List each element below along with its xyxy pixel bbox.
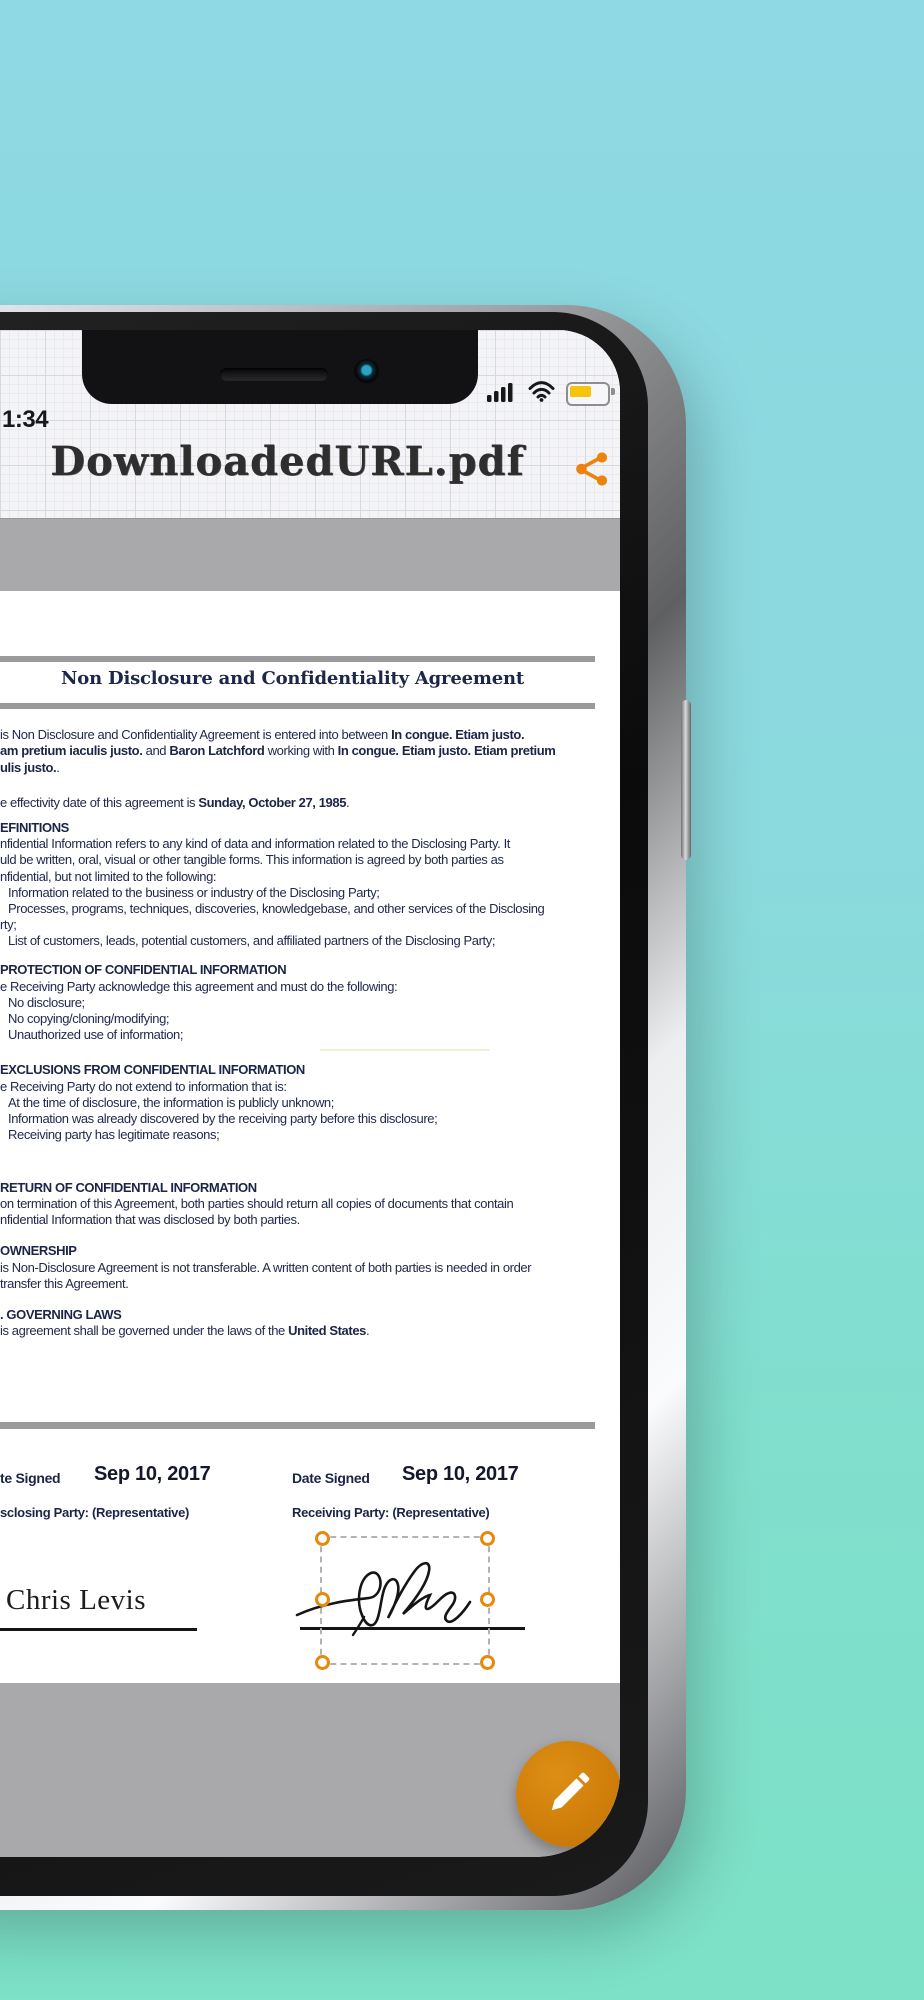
doc-section-heading: PROTECTION OF CONFIDENTIAL INFORMATION (0, 962, 287, 977)
phone-screen (0, 330, 620, 1857)
date-signed-value-left: Sep 10, 2017 (94, 1463, 211, 1485)
resize-handle-top-left[interactable] (315, 1531, 330, 1546)
doc-text-line: Information was already discovered by the receiving party before this disclosure; (8, 1111, 438, 1126)
date-signed-label-left: te Signed (0, 1470, 61, 1486)
doc-text-line: nfidential, but not limited to the following: (0, 869, 217, 884)
doc-text-line: am pretium iaculis justo. and Baron Latchford working with In congue. Etiam justo. Etiam pretium (0, 743, 556, 758)
resize-handle-mid-right[interactable] (480, 1592, 495, 1607)
speaker-grille (220, 368, 328, 381)
doc-section-heading: RETURN OF CONFIDENTIAL INFORMATION (0, 1180, 257, 1195)
doc-text-line: on termination of this Agreement, both parties should return all copies of documents that contain (0, 1196, 514, 1211)
document-page (0, 591, 620, 1683)
battery-tip (611, 388, 615, 395)
title-divider-bottom (0, 703, 595, 709)
battery-icon (566, 382, 610, 406)
pdf-toolbar (0, 518, 620, 591)
signal-icon (487, 382, 514, 402)
resize-handle-bottom-left[interactable] (315, 1655, 330, 1670)
edit-fab[interactable] (516, 1741, 620, 1847)
doc-text-line: e effectivity date of this agreement is Sunday, October 27, 1985. (0, 795, 350, 810)
doc-section-heading: EXCLUSIONS FROM CONFIDENTIAL INFORMATION (0, 1062, 305, 1077)
date-signed-label-right: Date Signed (292, 1470, 370, 1486)
battery-level (570, 386, 591, 397)
status-icons (487, 380, 615, 406)
status-time: 1:34 (2, 406, 49, 433)
share-icon (575, 451, 609, 487)
doc-text-line: is agreement shall be governed under the laws of the United States. (0, 1323, 370, 1338)
doc-text-line: No copying/cloning/modifying; (8, 1011, 170, 1026)
doc-section-heading: EFINITIONS (0, 820, 69, 835)
doc-text-line: Information related to the business or industry of the Disclosing Party; (8, 885, 380, 900)
signature-line-left (0, 1628, 197, 1631)
doc-text-line: nfidential Information refers to any kind of data and information related to the Disclosing Party. It (0, 836, 510, 851)
doc-text-line: uld be written, oral, visual or other tangible forms. This information is agreed by both parties as (0, 852, 504, 867)
doc-text-line: ulis justo.. (0, 760, 60, 775)
front-camera (354, 359, 379, 384)
pencil-icon (546, 1770, 592, 1816)
signature-divider (0, 1422, 595, 1429)
doc-text-line: e Receiving Party do not extend to information that is: (0, 1079, 287, 1094)
doc-section-heading: OWNERSHIP (0, 1243, 77, 1258)
doc-text-line: e Receiving Party acknowledge this agreement and must do the following: (0, 979, 398, 994)
doc-text-line: Receiving party has legitimate reasons; (8, 1127, 220, 1142)
doc-text-line: Unauthorized use of information; (8, 1027, 184, 1042)
doc-text-line: is Non-Disclosure Agreement is not transferable. A written content of both parties is needed in order (0, 1260, 532, 1275)
doc-text-line: is Non Disclosure and Confidentiality Agreement is entered into between In congue. Etiam justo. (0, 727, 525, 742)
doc-text-line: At the time of disclosure, the information is publicly unknown; (8, 1095, 334, 1110)
page-title: DownloadedURL.pdf (50, 438, 525, 485)
doc-text-line: transfer this Agreement. (0, 1276, 129, 1291)
doc-text-line: Processes, programs, techniques, discoveries, knowledgebase, and other services of the Disclosing (8, 901, 545, 916)
doc-text-line: rty; (0, 917, 17, 932)
doc-text-line: nfidential Information that was disclosed by both parties. (0, 1212, 300, 1227)
receiving-party-label: Receiving Party: (Representative) (292, 1505, 490, 1520)
document-title: Non Disclosure and Confidentiality Agreement (61, 668, 524, 689)
wifi-icon (528, 381, 555, 402)
title-divider-top (0, 656, 595, 662)
share-button[interactable] (574, 451, 610, 489)
date-signed-value-right: Sep 10, 2017 (402, 1463, 519, 1485)
power-button[interactable] (681, 700, 691, 860)
signature-selection-box[interactable] (320, 1536, 490, 1665)
doc-section-heading: . GOVERNING LAWS (0, 1307, 122, 1322)
doc-text-line: No disclosure; (8, 995, 85, 1010)
doc-text-line: List of customers, leads, potential customers, and affiliated partners of the Disclosing Party; (8, 933, 496, 948)
resize-handle-bottom-right[interactable] (480, 1655, 495, 1670)
disclosing-signature-name: Chris Levis (6, 1584, 147, 1616)
disclosing-party-label: sclosing Party: (Representative) (0, 1505, 190, 1520)
page-break-artifact (320, 1049, 490, 1051)
resize-handle-mid-left[interactable] (315, 1592, 330, 1607)
bottom-bar (0, 1683, 620, 1857)
resize-handle-top-right[interactable] (480, 1531, 495, 1546)
phone-mockup (0, 305, 686, 1910)
notch (82, 330, 478, 404)
